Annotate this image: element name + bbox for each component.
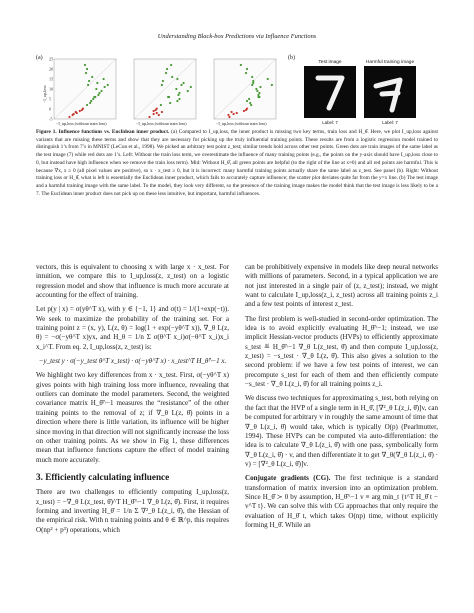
scatter-point-green xyxy=(190,86,192,88)
scatter-point-red xyxy=(228,116,230,118)
scatter-point-red xyxy=(230,111,232,113)
harmful-training-image xyxy=(364,66,416,118)
scatter-point-red xyxy=(68,116,70,118)
scatter-point-green xyxy=(96,82,98,84)
scatter-point-green xyxy=(245,72,247,74)
scatter-point-green xyxy=(187,90,189,92)
scatter-point-green xyxy=(251,84,253,86)
scatter-point-green xyxy=(103,78,105,80)
caption-body: (a) Compared to I_up,loss, the inner product is missing two key terms, train loss and H_θ̂. Here, we plot I_up,loss against variants that are missing these terms and show that they are necessary for picking up the truly influential training points. These results are from a logistic regression model trained to distinguish 1’s from 7’s in MNIST (LeCun et al., 1998). We picked an arbitrary test point z_test; similar trends hold across other test points. Green dots are train images of the same label as the test image (7) while red dots are 1’s. Left: Without the train loss term, we overestimate the influence of many training points (e.g., the points on the y-axis should have I_up,loss close to 0, but instead have high influence when we remove the train loss term). Mid: Without H_θ̂, all green points are helpful (to the right of the line at x≈0) and all red points are harmful. This is because ∇x, x ≥ 0 (all pixel values are positive), so x · x_test ≥ 0, but it is incorrect: many harmful training points actually share the same label as z_test. See panel (b). Right: Without training loss or H_θ̂, what is left is essentially the Euclidean inner product, which fails to accurately capture influence; the scatter plot deviates quite far from the y=x line. (b) The test image and a harmful training image with the same label. To the model, they look very different, so the presence of the training image makes the model think that the test image is less likely to be a 7. The Euclidean inner product does not pick up on these less intuitive, but important, harmful influences. xyxy=(36,129,438,197)
scatter-point-green xyxy=(178,98,180,100)
scatter-point-green xyxy=(176,78,178,80)
scatter-point-red xyxy=(156,108,158,110)
scatter-point-red xyxy=(161,111,163,113)
scatter-point-red xyxy=(246,108,248,110)
scatter-point-red xyxy=(73,113,75,115)
paragraph: We discuss two techniques for approximating s_test, both relying on the fact that the HVP of a single term in H_θ̂, [∇²_θ L(z_i, θ̂)]v, can be computed for arbitrary v in roughly the same amount of time that ∇_θ L(z_i, θ̂) would take, which is typically O(p) (Pearlmutter, 1994). These HVPs can be computed via auto-differentiation: the idea is to calculate ∇_θ L(z_i, θ̂) with one pass, symbolically form ∇_θ L(z_i, θ̂) · v, and then differentiate it to get ∇_θ(∇_θ L(z_i, θ̂) · v) = [∇²_θ L(z_i, θ̂)]v. xyxy=(245,394,438,468)
scatter-point-green xyxy=(88,80,90,82)
paragraph: Let p(y | x) = σ(yθ^T x), with y ∈ {−1, 1} and σ(t) = 1/(1+exp(−t)). We seek to maximize the probability of the training set. For a training point z = (x, y), L(z, θ) = log(1 + exp(−yθ^T x)), ∇_θ L(z, θ) = −σ(−yθ^T x)yx, and H_θ = 1/n Σ σ(θ^T x_i)σ(−θ^T x_i)x_i x_i^T. From eq. 2, I_up,loss(z, z_test) is: xyxy=(36,305,229,351)
cg-title: Conjugate gradients (CG). xyxy=(245,474,331,483)
scatter-point-red xyxy=(153,110,155,112)
digit-seven-variant-glyph xyxy=(364,66,416,118)
scatter-point-green xyxy=(248,98,250,100)
scatter-point-green xyxy=(86,68,88,70)
scatter-panels xyxy=(40,55,290,129)
harmful-image-label: Label: 7 xyxy=(382,120,398,125)
scatter-point-green xyxy=(252,80,254,82)
harmful-image-title: Harmful training image xyxy=(365,60,415,65)
left-column xyxy=(36,263,229,540)
scatter-point-green xyxy=(170,64,172,66)
scatter-point-green xyxy=(240,64,242,66)
y-axis-label: −I_up,loss xyxy=(42,85,47,103)
scatter-plot-left xyxy=(54,59,116,119)
y-tick-label: 5 xyxy=(49,96,52,102)
scatter-point-green xyxy=(169,102,171,104)
scatter-point-green xyxy=(161,84,163,86)
y-tick-label: 25 xyxy=(49,56,54,62)
scatter-point-green xyxy=(176,100,178,102)
scatter-point-green xyxy=(165,72,167,74)
scatter-point-green xyxy=(255,88,257,90)
y-tick-label: -5 xyxy=(49,116,53,122)
scatter-point-green xyxy=(171,76,173,78)
scatter-point-green xyxy=(100,90,102,92)
scatter-point-green xyxy=(98,92,100,94)
scatter-point-green xyxy=(258,92,260,94)
test-image xyxy=(304,66,356,118)
scatter-point-red xyxy=(233,113,235,115)
scatter-point-red xyxy=(79,110,81,112)
scatter-point-green xyxy=(251,76,253,78)
scatter-point-green xyxy=(160,104,162,106)
scatter-point-green xyxy=(271,84,273,86)
y-tick-label: 10 xyxy=(49,86,54,92)
scatter-point-green xyxy=(267,78,269,80)
scatter-point-red xyxy=(236,112,238,114)
digit-seven-glyph xyxy=(304,66,356,118)
scatter-point-green xyxy=(97,94,99,96)
scatter-point-green xyxy=(178,92,180,94)
right-column xyxy=(245,263,438,535)
x-axis-label-mid: −I_up,loss (without train loss) xyxy=(136,121,187,126)
scatter-point-green xyxy=(107,84,109,86)
paragraph xyxy=(245,474,438,530)
test-image-label: Label: 7 xyxy=(322,120,338,125)
scatter-point-green xyxy=(167,96,169,98)
scatter-point-green xyxy=(93,96,95,98)
scatter-point-green xyxy=(92,98,94,100)
scatter-point-red xyxy=(158,114,160,116)
x-axis-label-right: −I_up,loss (without train loss) xyxy=(216,121,267,126)
panel-a-label: (a) xyxy=(36,55,43,61)
cg-text: The first technique is a standard transformation of matrix inversion into an optimization problem. Since H_θ̂ ≻ 0 by assumption, H_θ̂^−1 v ≡ arg min_t {t^T H_θ̂ t − v^T t}. We can solve this with CG approaches that only require the evaluation of H_θ̂ t, which takes O(np) time, without explicitly forming H_θ̂. While an xyxy=(245,474,439,529)
equation: −y_test y · σ(−y_test θ^T x_test) · σ(−yθ^T x) · x_test^T H_θ̂^−1 x. xyxy=(38,357,227,366)
running-head: Understanding Black-box Predictions via Influence Functions xyxy=(157,33,317,40)
caption-title: Figure 1. Influence functions vs. Euclidean inner product. xyxy=(36,129,170,135)
scatter-point-red xyxy=(153,113,155,115)
paragraph: There are two challenges to efficiently computing I_up,loss(z, z_test) = −∇_θ L(z_test, θ̂)^T H_θ̂^−1 ∇_θ L(z, θ̂). First, it requires forming and inverting H_θ̂ = 1/n Σ ∇²_θ L(z_i, θ̂), the Hessian of the empirical risk. With n training points and θ ∈ ℝ^p, this requires O(np² + p³) operations, which xyxy=(36,488,229,534)
scatter-point-green xyxy=(86,104,88,106)
figure-caption xyxy=(36,129,438,198)
paragraph: We highlight two key differences from x · x_test. First, σ(−yθ^T x) gives points with high training loss more influence, revealing that outliers can dominate the model parameters. Second, the weighted covariance matrix H_θ̂^−1 measures the “resistance” of the other training points to the removal of z; if ∇_θ L(z, θ̂) points in a direction where there is little variation, its influence will be higher since moving in that direction will not significantly increase the loss on other training points. As we show in Fig 1, these differences mean that influence functions capture the effect of model training much more accurately. xyxy=(36,371,229,464)
scatter-point-green xyxy=(95,88,97,90)
scatter-point-red xyxy=(148,116,150,118)
y-axis-ticks xyxy=(49,56,53,121)
scatter-point-red xyxy=(75,111,77,113)
scatter-point-red xyxy=(82,108,84,110)
scatter-point-green xyxy=(89,102,91,104)
scatter-point-green xyxy=(162,80,164,82)
scatter-point-green xyxy=(183,82,185,84)
scatter-point-green xyxy=(87,84,89,86)
scatter-point-green xyxy=(257,96,259,98)
scatter-point-green xyxy=(84,64,86,66)
scatter-plot-right xyxy=(214,59,276,119)
scatter-point-green xyxy=(249,102,251,104)
scatter-point-green xyxy=(257,94,259,96)
scatter-point-green xyxy=(90,100,92,102)
scatter-point-green xyxy=(246,68,248,70)
scatter-point-green xyxy=(85,72,87,74)
scatter-point-green xyxy=(166,68,168,70)
scatter-point-red xyxy=(227,114,229,116)
y-tick-label: 0 xyxy=(49,106,52,112)
section-title: 3. Efficiently calculating influence xyxy=(36,471,170,482)
scatter-point-green xyxy=(177,94,179,96)
scatter-point-green xyxy=(252,82,254,84)
test-image-title: Test image xyxy=(318,60,342,65)
scatter-point-red xyxy=(243,110,245,112)
scatter-point-green xyxy=(246,100,248,102)
scatter-point-green xyxy=(180,84,182,86)
paragraph: The first problem is well-studied in second-order optimization. The idea is to avoid explicitly evaluating H_θ̂^−1; instead, we use implicit Hessian-vector products (HVPs) to efficiently approximate s_test ≝ H_θ̂^−1 ∇_θ L(z_test, θ̂) and then compute I_up,loss(z, z_test) = −s_test · ∇_θ L(z, θ̂). This also gives a solution to the second problem: if we have a few test points of interest, we can precompute s_test for each of them and then efficiently compute −s_test · ∇_θ L(z_i, θ̂) for all training points z_i. xyxy=(245,314,438,389)
scatter-plot-mid xyxy=(134,59,196,119)
x-axis-label-left: −I_up,loss (without train loss) xyxy=(56,121,107,126)
scatter-point-green xyxy=(91,76,93,78)
y-tick-label: 20 xyxy=(49,66,54,72)
scatter-point-green xyxy=(250,104,252,106)
panel-b-label: (b) xyxy=(288,55,295,61)
scatter-point-green xyxy=(175,88,177,90)
scatter-point-green xyxy=(259,86,261,88)
scatter-point-red xyxy=(156,112,158,114)
scatter-point-green xyxy=(104,86,106,88)
paragraph: can be prohibitively expensive in models like deep neural networks with millions of parameters. Second, in a typical application we are not just interested in a single pair of (z, z_test); instead, we might want to calculate I_up,loss(z_i, z_test) across all training points z_i and a few test points of interest z_test. xyxy=(245,263,438,309)
y-tick-label: 15 xyxy=(49,76,54,82)
paragraph: vectors, this is equivalent to choosing x with large x · x_test. For intuition, we compare this to I_up,loss(z, z_test) on a logistic regression model and show that influence is much more accurate at accounting for the effect of training. xyxy=(36,263,229,300)
scatter-point-green xyxy=(256,90,258,92)
